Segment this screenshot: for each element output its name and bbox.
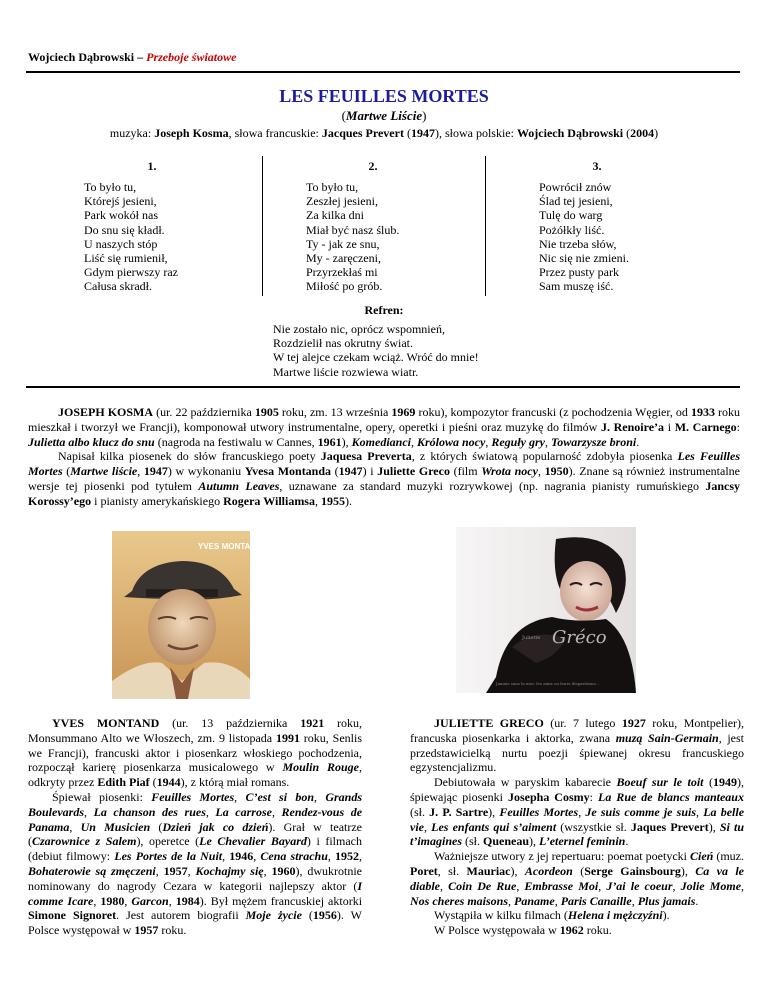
verse-line: Miał być nasz ślub. bbox=[306, 222, 400, 237]
verse-line: Liść się rumienił, bbox=[84, 251, 168, 266]
verse-line: Ty - jak ze snu, bbox=[306, 236, 380, 251]
greco-script: Gréco bbox=[552, 627, 607, 648]
refrain-line: Nie zostało nic, oprócz wspomnień, bbox=[273, 322, 445, 336]
verse-line: Przyrzekłaś mi bbox=[306, 265, 378, 280]
verse-line: Tulę do warg bbox=[539, 208, 603, 223]
verse-line: Zeszłej jesieni, bbox=[306, 194, 378, 209]
credit-label-fr: , słowa francuskie: bbox=[228, 126, 322, 140]
greco-small: Juliette bbox=[522, 635, 541, 641]
montand-photo bbox=[112, 531, 262, 699]
verse-line: Nic się nie zmieni. bbox=[539, 251, 629, 266]
verse-line: To było tu, bbox=[84, 180, 137, 194]
greco-caption: Jamais sans la mer, les amis ou leurs disparitions... bbox=[496, 681, 600, 686]
verse-line: Całusa skradł. bbox=[84, 279, 152, 294]
top-divider bbox=[26, 71, 740, 73]
verse-line: Nie trzeba słów, bbox=[539, 236, 617, 251]
credit-music: Joseph Kosma bbox=[154, 126, 229, 140]
refrain-line: W tej alejce czekam wciąż. Wróć do mnie! bbox=[273, 350, 479, 365]
montand-photo-art bbox=[112, 531, 262, 699]
subtitle-text: Martwe Liście bbox=[345, 108, 423, 123]
credit-label-music: muzyka: bbox=[109, 126, 155, 140]
verse-line: Przez pusty park bbox=[539, 265, 619, 280]
montand-name: YVES MONTAND bbox=[198, 542, 262, 551]
verse-line: Za kilka dni bbox=[306, 208, 364, 223]
header-author: Wojciech Dąbrowski bbox=[28, 50, 135, 64]
header-dash: – bbox=[134, 50, 147, 64]
header-series: Przeboje światowe bbox=[146, 50, 237, 64]
greco-bio: JULIETTE GRECO (ur. 7 lutego 1927 roku, Montpelier), francuska piosenkarka i aktorka, zwana muzą Sain-Germain, jest przedstawicielką nurtu poezji śpiewanej okresu francuskiego egzystencjalizmu. Debiutowała w paryskim kabarecie Boeuf sur le toit (1949), śpiewając piosenki Josepha Cosmy: La Rue de blancs manteaux (sł. J. P. Sartre), Feuilles Mortes, Je suis comme je suis, La belle vie, Les enfants qui s’aiment (wszystkie sł. Jaques Prevert), Si tu t’imagines (sł. Queneau), L’eternel feminin. Ważniejsze utwory z jej repertuaru: poemat poetycki Cień (muz. Poret, sł. Mauriac), Acordeon (Serge Gainsbourg), Ca va le diable, Coin De Rue, Embrasse Moi, J’ai le coeur, Jolie Mome, Nos cheres maisons, Paname, Paris Canaille, Plus jamais. Wystąpiła w kilku filmach (Helena i mężczyźni). W Polsce występowała w 1962 roku. bbox=[410, 716, 745, 938]
verse-3-number: 3. bbox=[592, 159, 602, 173]
verse-line: Gdym pierwszy raz bbox=[84, 265, 178, 280]
verse-line: Miłość po grób. bbox=[306, 279, 383, 294]
montand-bio: YVES MONTAND (ur. 13 października 1921 roku, Monsummano Alto we Włoszech, zm. 9 listopada 1991 roku, Senlis we Francji), francuski aktor i piosenkarz włoskiego pochodzenia, rozpoczął karierę piosenkarza musicalowego w Moulin Rouge, odkryty przez Edith Piaf (1944), z którą miał romans. Śpiewał piosenki: Feuilles Mortes, C’est si bon, Grands Boulevards, La chanson des rues, La carrose, Rendez-vous de Panama, Un Musicien (Dzień jak co dzień). Grał w teatrze (Czarownice z Salem), operetce (Le Chevalier Bayard) i filmach (debiut filmowy: Les Portes de la Nuit, 1946, Cena strachu, 1952, Bohaterowie są zmęczeni, 1957, Kochajmy się, 1960), dwukrotnie nominowany do nagrody Cezara w kategorii najlepszy aktor (I comme Icare, 1980, Garcon, 1984). Był mężem francuskiej aktorki Simone Signoret. Jest autorem biografii Moje życie (1956). W Polsce występował w 1957 roku. bbox=[28, 716, 363, 938]
greco-photo-art bbox=[456, 527, 636, 693]
verse-line: U naszych stóp bbox=[84, 236, 158, 251]
credit-fr: Jacques Prevert bbox=[321, 126, 404, 140]
document-header bbox=[28, 50, 236, 65]
verse-line: Park wokół nas bbox=[84, 208, 158, 223]
verse-2-number: 2. bbox=[368, 159, 378, 173]
credit-pl: Wojciech Dąbrowski bbox=[516, 126, 624, 140]
verse-1 bbox=[84, 180, 264, 294]
credit-pl-year: 2004 bbox=[630, 126, 655, 140]
verse-line: My - zaręczeni, bbox=[306, 251, 381, 266]
verse-line: Ślad tej jesieni, bbox=[539, 194, 613, 209]
verse-line: To było tu, bbox=[306, 180, 359, 194]
verse-line: Do snu się kładł. bbox=[84, 222, 165, 237]
verse-2 bbox=[306, 180, 486, 294]
refrain-line: Martwe liście rozwiewa wiatr. bbox=[273, 364, 419, 379]
refrain-line: Rozdzielił nas okrutny świat. bbox=[273, 336, 413, 351]
verse-1-number: 1. bbox=[147, 159, 157, 173]
verse-line: Powrócił znów bbox=[539, 180, 612, 194]
verse-line: Którejś jesieni, bbox=[84, 194, 157, 209]
verse-line: Pożółkły liść. bbox=[539, 222, 605, 237]
song-title: LES FEUILLES MORTES bbox=[279, 86, 489, 106]
refrain-heading: Refren: bbox=[364, 303, 404, 317]
song-credits: muzyka: Joseph Kosma, słowa francuskie: Jacques Prevert (1947), słowa polskie: Wojciech Dąbrowski (2004) bbox=[109, 126, 659, 140]
credit-fr-year: 1947 bbox=[410, 126, 435, 140]
refrain bbox=[273, 322, 479, 379]
greco-photo bbox=[456, 527, 636, 693]
verse-line: Sam muszę iść. bbox=[539, 279, 614, 294]
kosma-bio: JOSEPH KOSMA (ur. 22 października 1905 roku, zm. 13 września 1969 roku), kompozytor francuski (z pochodzenia Węgier, od 1933 roku mieszkał i tworzył we Francji), komponował utwory instrumentalne, opery, operetki i pieśni oraz muzykę do filmów J. Renoire’a i M. Carnego: Julietta albo klucz do snu (nagroda na festiwalu w Cannes, 1961), Komedianci, Królowa nocy, Reguły gry, Towarzysze broni. Napisał kilka piosenek do słów francuskiego poety Jaquesa Preverta, z których światową popularność zdobyła piosenka Les Feuilles Mortes (Martwe liście, 1947) w wykonaniu Yvesa Montanda (1947) i Juliette Greco (film Wrota nocy, 1950). Znane są również instrumentalne wersje tej piosenki pod tytułem Autumn Leaves, uznawane za standard muzyki rozrywkowej (np. nagrania pianisty rumuńskiego Jancsy Korossy’ego i pianisty amerykańskiego Rogera Williamsa, 1955). bbox=[28, 405, 741, 508]
middle-divider bbox=[26, 386, 740, 388]
verse-3 bbox=[539, 180, 719, 294]
credit-label-pl: , słowa polskie: bbox=[438, 126, 517, 140]
song-subtitle: (Martwe Liście) bbox=[341, 108, 427, 123]
